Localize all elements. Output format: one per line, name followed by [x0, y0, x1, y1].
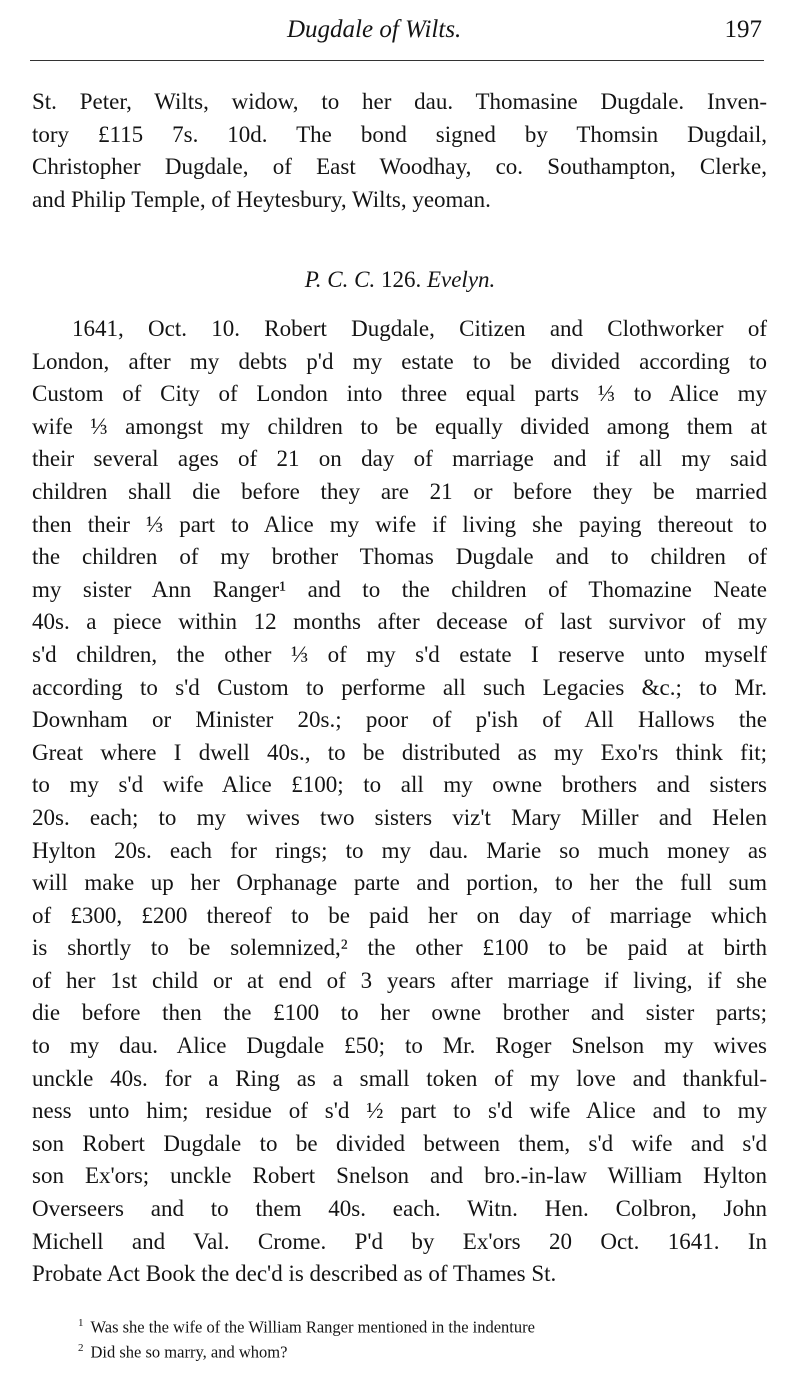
text-line: will make up her Orphanage parte and portion, to her the full sum [32, 870, 767, 896]
text-line: and Philip Temple, of Heytesbury, Wilts, yeoman. [32, 186, 491, 212]
text-line: 20s. each; to my wives two sisters viz't Mary Miller and Helen [32, 804, 767, 830]
header-rule [30, 60, 764, 61]
text-line: of £300, £200 thereof to be paid her on day of marriage which [32, 902, 767, 928]
heading-number: 126. [380, 267, 422, 292]
text-line: son Ex'ors; unckle Robert Snelson and bro.-in-law William Hylton [32, 1163, 767, 1189]
page-number: 197 [724, 16, 762, 43]
text-line: to my dau. Alice Dugdale £50; to Mr. Roger Snelson my wives [32, 1033, 767, 1059]
text-line: 40s. a piece within 12 months after decease of last survivor of my [32, 609, 767, 635]
text-line: Christopher Dugdale, of East Woodhay, co. Southampton, Clerke, [32, 154, 767, 180]
text-line: tory £115 7s. 10d. The bond signed by Thomsin Dugdail, [32, 121, 767, 147]
text-line: ness unto him; residue of s'd ½ part to s'd wife Alice and to my [32, 1098, 767, 1124]
text-line: wife ⅓ amongst my children to be equally divided among them at [32, 413, 767, 439]
text-line: the children of my brother Thomas Dugdale and to children of [32, 544, 767, 570]
footnote [78, 1336, 535, 1361]
footnote-mark: 1 [78, 1317, 84, 1329]
text-line: Great where I dwell 40s., to be distributed as my Exo'rs think fit; [32, 739, 767, 765]
footnote [78, 1311, 535, 1336]
text-line: die before then the £100 to her owne brother and sister parts; [32, 1000, 767, 1026]
text-line: son Robert Dugdale to be divided between them, s'd wife and s'd [32, 1130, 767, 1156]
text-line: their several ages of 21 on day of marriage and if all my said [32, 446, 767, 472]
footnote-mark: 2 [78, 1342, 84, 1354]
text-line: of her 1st child or at end of 3 years after marriage if living, if she [32, 967, 767, 993]
heading-name: Evelyn. [426, 267, 496, 292]
text-line: children shall die before they are 21 or before they be married [32, 478, 767, 504]
text-line: Overseers and to them 40s. each. Witn. Hen. Colbron, John [32, 1196, 767, 1222]
text-line: London, after my debts p'd my estate to be divided according to [32, 348, 767, 374]
running-title: Dugdale of Wilts. [287, 16, 462, 43]
footnote-text: Did she so marry, and whom? [90, 1342, 288, 1362]
section-heading [0, 264, 800, 296]
text-line: unckle 40s. for a Ring as a small token of my love and thankful- [32, 1065, 767, 1091]
text-line: 1641, Oct. 10. Robert Dugdale, Citizen and Clothworker of [72, 316, 767, 341]
main-paragraph [32, 313, 767, 1291]
heading-reference: P. C. C. [304, 267, 376, 292]
text-line: Michell and Val. Crome. P'd by Ex'ors 20 Oct. 1641. In [32, 1228, 767, 1254]
text-line: Custom of City of London into three equal parts ⅓ to Alice my [32, 381, 767, 407]
text-line: s'd children, the other ⅓ of my s'd estate I reserve unto myself [32, 641, 767, 667]
text-line: my sister Ann Ranger¹ and to the children of Thomazine Neate [32, 576, 767, 602]
text-line: Hylton 20s. each for rings; to my dau. Marie so much money as [32, 837, 767, 863]
text-line: according to s'd Custom to performe all such Legacies &c.; to Mr. [32, 674, 767, 700]
text-line: to my s'd wife Alice £100; to all my owne brothers and sisters [32, 772, 767, 798]
text-line: Downham or Minister 20s.; poor of p'ish of All Hallows the [32, 707, 767, 733]
page-header [0, 14, 800, 50]
footnote-text: Was she the wife of the William Ranger mentioned in the indenture [90, 1317, 535, 1337]
footnotes [78, 1311, 535, 1361]
text-line: Probate Act Book the dec'd is described as of Thames St. [32, 1261, 557, 1287]
text-line: is shortly to be solemnized,² the other £100 to be paid at birth [32, 935, 767, 961]
text-line: St. Peter, Wilts, widow, to her dau. Thomasine Dugdale. Inven- [32, 89, 767, 114]
text-line: then their ⅓ part to Alice my wife if living she paying thereout to [32, 511, 767, 537]
top-paragraph [32, 86, 767, 216]
